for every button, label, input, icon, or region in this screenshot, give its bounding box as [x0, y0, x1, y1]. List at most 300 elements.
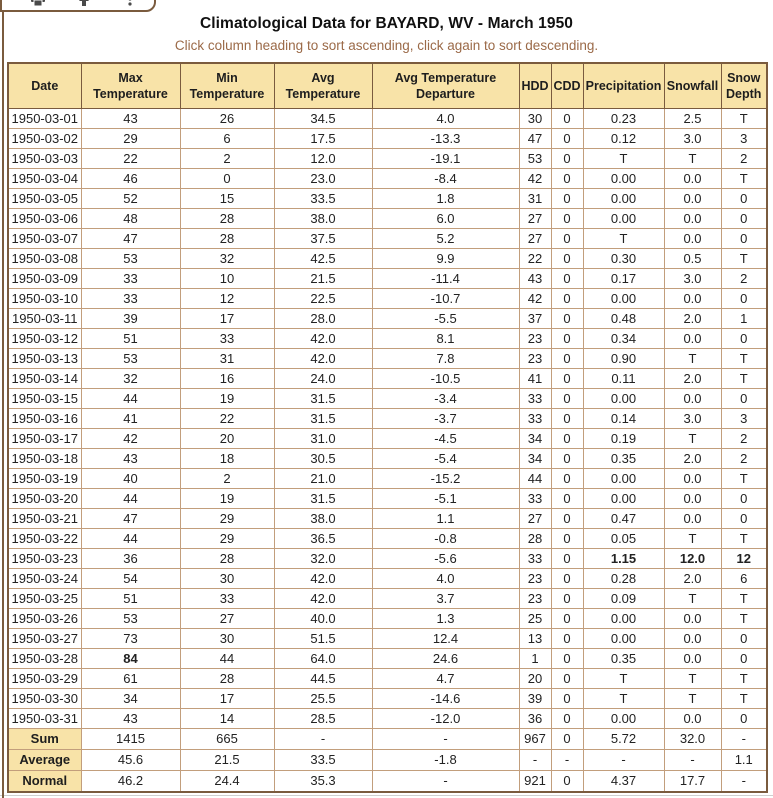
table-row [8, 209, 767, 229]
data-cell: 20 [519, 669, 551, 689]
data-cell: 53 [81, 249, 180, 269]
data-cell: 0.35 [583, 449, 664, 469]
column-header-precipitation[interactable]: Precipitation [583, 63, 664, 109]
data-cell: 0.17 [583, 269, 664, 289]
data-cell: 33 [180, 589, 274, 609]
data-cell: 28 [519, 529, 551, 549]
data-cell: 17 [180, 689, 274, 709]
data-cell: 0 [721, 209, 767, 229]
data-cell: 1.8 [372, 189, 519, 209]
data-cell: 15 [180, 189, 274, 209]
data-cell: 0 [551, 509, 583, 529]
data-cell: 28 [180, 669, 274, 689]
table-row [8, 109, 767, 129]
data-cell: T [664, 349, 721, 369]
data-cell: T [664, 529, 721, 549]
data-cell: 0.00 [583, 609, 664, 629]
data-cell: T [721, 109, 767, 129]
data-cell: 3 [721, 129, 767, 149]
data-cell: 6 [180, 129, 274, 149]
climatological-data-table [7, 62, 768, 793]
table-row [8, 569, 767, 589]
data-cell: 44 [81, 489, 180, 509]
data-cell: 53 [81, 349, 180, 369]
data-cell: 0.48 [583, 309, 664, 329]
data-cell: 0.00 [583, 469, 664, 489]
data-cell: 34.5 [274, 109, 372, 129]
summary-cell: - [372, 729, 519, 750]
data-cell: 47 [81, 509, 180, 529]
data-cell: 13 [519, 629, 551, 649]
data-cell: 14 [180, 709, 274, 729]
date-cell: 1950-03-09 [8, 269, 81, 289]
summary-cell: 5.72 [583, 729, 664, 750]
column-header-max-temperature[interactable]: Max Temperature [81, 63, 180, 109]
data-cell: 40 [81, 469, 180, 489]
data-cell: 0 [721, 389, 767, 409]
date-cell: 1950-03-01 [8, 109, 81, 129]
data-cell: 0 [721, 649, 767, 669]
data-cell: 3.0 [664, 409, 721, 429]
data-cell: 0.5 [664, 249, 721, 269]
summary-cell: 46.2 [81, 771, 180, 793]
data-cell: 43 [81, 449, 180, 469]
data-cell: 2 [721, 149, 767, 169]
data-cell: 0.28 [583, 569, 664, 589]
data-cell: 0 [551, 189, 583, 209]
data-cell: 0 [551, 649, 583, 669]
data-cell: 0 [551, 569, 583, 589]
data-cell: T [664, 589, 721, 609]
data-cell: 84 [81, 649, 180, 669]
data-cell: 0.30 [583, 249, 664, 269]
data-cell: 27 [519, 229, 551, 249]
data-cell: 27 [519, 509, 551, 529]
summary-cell: 17.7 [664, 771, 721, 793]
data-cell: -5.1 [372, 489, 519, 509]
summary-row-normal [8, 771, 767, 793]
data-cell: T [664, 149, 721, 169]
data-cell: 0 [551, 489, 583, 509]
data-cell: 0.0 [664, 609, 721, 629]
data-cell: -19.1 [372, 149, 519, 169]
data-cell: 0 [551, 429, 583, 449]
data-cell: T [583, 689, 664, 709]
data-cell: 2 [721, 429, 767, 449]
summary-cell: 21.5 [180, 750, 274, 771]
data-cell: 53 [519, 149, 551, 169]
data-cell: 0 [551, 249, 583, 269]
summary-cell: 1415 [81, 729, 180, 750]
summary-cell: - [664, 750, 721, 771]
column-header-avg-temperature[interactable]: Avg Temperature [274, 63, 372, 109]
data-cell: 42.0 [274, 349, 372, 369]
date-cell: 1950-03-10 [8, 289, 81, 309]
data-cell: 41 [519, 369, 551, 389]
data-cell: 0 [551, 289, 583, 309]
data-cell: 37.5 [274, 229, 372, 249]
data-cell: 33 [180, 329, 274, 349]
data-cell: 1 [721, 309, 767, 329]
data-cell: 0.0 [664, 329, 721, 349]
date-cell: 1950-03-16 [8, 409, 81, 429]
panel-left-border [2, 0, 4, 798]
data-cell: 31.0 [274, 429, 372, 449]
data-cell: 54 [81, 569, 180, 589]
data-cell: -10.7 [372, 289, 519, 309]
data-cell: 23 [519, 349, 551, 369]
data-cell: 51.5 [274, 629, 372, 649]
summary-cell: 45.6 [81, 750, 180, 771]
data-cell: T [721, 609, 767, 629]
data-cell: 26 [180, 109, 274, 129]
data-cell: 20 [180, 429, 274, 449]
summary-cell: - [519, 750, 551, 771]
data-cell: 42 [81, 429, 180, 449]
data-cell: -8.4 [372, 169, 519, 189]
data-cell: 0 [551, 449, 583, 469]
column-header-date[interactable]: Date [8, 63, 81, 109]
data-cell: 16 [180, 369, 274, 389]
data-cell: 32 [81, 369, 180, 389]
table-row [8, 349, 767, 369]
data-cell: 1.1 [372, 509, 519, 529]
data-cell: 36 [519, 709, 551, 729]
data-cell: 1.15 [583, 549, 664, 569]
data-cell: -0.8 [372, 529, 519, 549]
data-cell: 8.1 [372, 329, 519, 349]
summary-cell: - [274, 729, 372, 750]
table-row [8, 129, 767, 149]
data-cell: 42.0 [274, 329, 372, 349]
data-cell: 23 [519, 329, 551, 349]
data-cell: 48 [81, 209, 180, 229]
date-cell: 1950-03-31 [8, 709, 81, 729]
data-cell: 33 [519, 489, 551, 509]
date-cell: 1950-03-15 [8, 389, 81, 409]
data-cell: 0 [551, 229, 583, 249]
table-row [8, 389, 767, 409]
data-cell: 0 [721, 489, 767, 509]
data-cell: 27 [180, 609, 274, 629]
data-cell: 43 [519, 269, 551, 289]
data-cell: T [664, 689, 721, 709]
data-cell: 0.0 [664, 389, 721, 409]
column-header-snowfall[interactable]: Snowfall [664, 63, 721, 109]
table-row [8, 449, 767, 469]
data-cell: 3.0 [664, 269, 721, 289]
data-cell: 43 [81, 109, 180, 129]
data-cell: 37 [519, 309, 551, 329]
data-cell: 28.0 [274, 309, 372, 329]
data-cell: 39 [519, 689, 551, 709]
data-cell: 34 [519, 449, 551, 469]
data-cell: 0 [551, 709, 583, 729]
data-cell: 33 [519, 549, 551, 569]
date-cell: 1950-03-28 [8, 649, 81, 669]
data-cell: 0.0 [664, 169, 721, 189]
data-cell: 0.05 [583, 529, 664, 549]
data-cell: 32 [180, 249, 274, 269]
data-cell: 2 [180, 469, 274, 489]
floating-toolbar [0, 0, 156, 12]
data-cell: 31.5 [274, 389, 372, 409]
data-cell: 42.5 [274, 249, 372, 269]
date-cell: 1950-03-27 [8, 629, 81, 649]
column-header-hdd[interactable]: HDD [519, 63, 551, 109]
table-row [8, 709, 767, 729]
summary-cell: - [721, 771, 767, 793]
data-cell: 33.5 [274, 189, 372, 209]
date-cell: 1950-03-20 [8, 489, 81, 509]
data-cell: 4.0 [372, 569, 519, 589]
data-cell: 28 [180, 549, 274, 569]
data-cell: 24.0 [274, 369, 372, 389]
date-cell: 1950-03-13 [8, 349, 81, 369]
data-cell: 2 [721, 269, 767, 289]
data-cell: 0.00 [583, 209, 664, 229]
data-cell: 0 [551, 529, 583, 549]
data-cell: 2.0 [664, 569, 721, 589]
data-cell: 29 [180, 529, 274, 549]
data-cell: T [721, 369, 767, 389]
data-cell: 12.4 [372, 629, 519, 649]
data-cell: 38.0 [274, 509, 372, 529]
data-cell: 0 [721, 629, 767, 649]
data-cell: 0.00 [583, 189, 664, 209]
date-cell: 1950-03-26 [8, 609, 81, 629]
data-cell: 25 [519, 609, 551, 629]
data-cell: 0.0 [664, 509, 721, 529]
summary-cell: - [372, 771, 519, 793]
data-cell: 36.5 [274, 529, 372, 549]
data-cell: 0 [551, 309, 583, 329]
data-cell: 73 [81, 629, 180, 649]
table-row [8, 549, 767, 569]
data-cell: 0.12 [583, 129, 664, 149]
data-cell: -5.5 [372, 309, 519, 329]
summary-cell: 33.5 [274, 750, 372, 771]
data-cell: 44 [180, 649, 274, 669]
data-cell: 61 [81, 669, 180, 689]
data-cell: T [721, 169, 767, 189]
data-cell: 0.09 [583, 589, 664, 609]
data-cell: -10.5 [372, 369, 519, 389]
data-cell: 0 [721, 229, 767, 249]
data-cell: 21.0 [274, 469, 372, 489]
data-cell: 51 [81, 589, 180, 609]
date-cell: 1950-03-18 [8, 449, 81, 469]
data-cell: 41 [81, 409, 180, 429]
data-cell: 0.0 [664, 189, 721, 209]
date-cell: 1950-03-07 [8, 229, 81, 249]
publish-icon[interactable] [76, 0, 92, 7]
data-cell: 22 [180, 409, 274, 429]
data-cell: 3.7 [372, 589, 519, 609]
table-row [8, 669, 767, 689]
data-cell: 32.0 [274, 549, 372, 569]
data-cell: 47 [519, 129, 551, 149]
summary-cell: 1.1 [721, 750, 767, 771]
data-cell: 0 [551, 689, 583, 709]
data-cell: 28 [180, 209, 274, 229]
data-cell: T [721, 589, 767, 609]
table-row [8, 689, 767, 709]
data-cell: 0 [551, 149, 583, 169]
data-cell: 0 [551, 329, 583, 349]
data-cell: 0.0 [664, 709, 721, 729]
data-cell: 31.5 [274, 489, 372, 509]
table-row [8, 409, 767, 429]
data-cell: T [664, 429, 721, 449]
date-cell: 1950-03-17 [8, 429, 81, 449]
data-cell: 42.0 [274, 589, 372, 609]
data-cell: 4.7 [372, 669, 519, 689]
data-cell: 0.00 [583, 389, 664, 409]
data-cell: 0 [551, 609, 583, 629]
table-row [8, 469, 767, 489]
data-cell: 0.0 [664, 229, 721, 249]
data-cell: 0 [551, 349, 583, 369]
table-row [8, 589, 767, 609]
date-cell: 1950-03-29 [8, 669, 81, 689]
data-cell: 28 [180, 229, 274, 249]
data-cell: T [664, 669, 721, 689]
data-cell: 2.0 [664, 309, 721, 329]
data-cell: -5.6 [372, 549, 519, 569]
data-cell: 21.5 [274, 269, 372, 289]
data-cell: 0.0 [664, 649, 721, 669]
data-cell: 0.00 [583, 169, 664, 189]
column-header-cdd[interactable]: CDD [551, 63, 583, 109]
column-header-min-temperature[interactable]: Min Temperature [180, 63, 274, 109]
column-header-avg-temperature-departure[interactable]: Avg Temperature Departure [372, 63, 519, 109]
table-row [8, 509, 767, 529]
data-cell: 34 [519, 429, 551, 449]
table-row [8, 609, 767, 629]
data-cell: -5.4 [372, 449, 519, 469]
data-cell: 5.2 [372, 229, 519, 249]
table-row [8, 489, 767, 509]
data-cell: 2 [180, 149, 274, 169]
data-cell: T [583, 149, 664, 169]
data-cell: 29 [81, 129, 180, 149]
sort-hint-text: Click column heading to sort ascending, click again to sort descending. [174, 38, 599, 53]
data-cell: 30 [180, 629, 274, 649]
data-cell: 46 [81, 169, 180, 189]
data-cell: 44.5 [274, 669, 372, 689]
data-cell: 0.34 [583, 329, 664, 349]
data-cell: 0 [551, 629, 583, 649]
data-cell: T [721, 689, 767, 709]
data-cell: 33 [519, 409, 551, 429]
date-cell: 1950-03-25 [8, 589, 81, 609]
data-cell: T [583, 669, 664, 689]
data-cell: 0.0 [664, 489, 721, 509]
data-cell: 29 [180, 509, 274, 529]
date-cell: 1950-03-02 [8, 129, 81, 149]
data-cell: -3.4 [372, 389, 519, 409]
data-cell: 9.9 [372, 249, 519, 269]
data-cell: 17.5 [274, 129, 372, 149]
summary-row-sum [8, 729, 767, 750]
data-cell: 18 [180, 449, 274, 469]
column-header-snow-depth[interactable]: Snow Depth [721, 63, 767, 109]
data-cell: 12 [180, 289, 274, 309]
data-cell: 0 [551, 209, 583, 229]
data-cell: 31.5 [274, 409, 372, 429]
data-cell: 0.23 [583, 109, 664, 129]
data-cell: 28.5 [274, 709, 372, 729]
data-cell: 10 [180, 269, 274, 289]
summary-label: Sum [8, 729, 81, 750]
print-icon[interactable] [30, 0, 46, 7]
data-cell: 4.0 [372, 109, 519, 129]
summary-cell: 4.37 [583, 771, 664, 793]
data-cell: 42 [519, 289, 551, 309]
date-cell: 1950-03-08 [8, 249, 81, 269]
table-row [8, 149, 767, 169]
data-cell: 22 [81, 149, 180, 169]
data-cell: 0 [721, 709, 767, 729]
summary-label: Average [8, 750, 81, 771]
data-cell: 0.11 [583, 369, 664, 389]
data-cell: 27 [519, 209, 551, 229]
data-cell: 6 [721, 569, 767, 589]
data-cell: 23 [519, 569, 551, 589]
date-cell: 1950-03-12 [8, 329, 81, 349]
data-cell: 47 [81, 229, 180, 249]
data-cell: -3.7 [372, 409, 519, 429]
data-cell: 0 [721, 509, 767, 529]
data-cell: 42.0 [274, 569, 372, 589]
page-title: Climatological Data for BAYARD, WV - March 1950 [199, 15, 574, 32]
table-row [8, 649, 767, 669]
more-options-icon[interactable] [122, 0, 138, 7]
data-cell: 0.0 [664, 209, 721, 229]
data-cell: 0.35 [583, 649, 664, 669]
data-cell: 51 [81, 329, 180, 349]
data-cell: 0 [551, 169, 583, 189]
data-cell: 0 [721, 189, 767, 209]
summary-cell: 24.4 [180, 771, 274, 793]
data-cell: 3 [721, 409, 767, 429]
data-cell: 17 [180, 309, 274, 329]
data-cell: 12.0 [274, 149, 372, 169]
data-cell: 19 [180, 489, 274, 509]
data-cell: 30 [180, 569, 274, 589]
summary-cell: - [551, 750, 583, 771]
table-row [8, 529, 767, 549]
data-cell: 0.00 [583, 289, 664, 309]
data-cell: 6.0 [372, 209, 519, 229]
data-cell: T [721, 469, 767, 489]
data-cell: -11.4 [372, 269, 519, 289]
data-cell: 44 [81, 529, 180, 549]
data-cell: 0 [551, 369, 583, 389]
data-cell: -12.0 [372, 709, 519, 729]
data-cell: 0 [721, 329, 767, 349]
data-cell: 22 [519, 249, 551, 269]
summary-cell: 665 [180, 729, 274, 750]
table-row [8, 369, 767, 389]
data-cell: 64.0 [274, 649, 372, 669]
data-cell: 12.0 [664, 549, 721, 569]
table-row [8, 309, 767, 329]
data-cell: 33 [81, 289, 180, 309]
summary-cell: - [721, 729, 767, 750]
data-cell: 0.00 [583, 709, 664, 729]
